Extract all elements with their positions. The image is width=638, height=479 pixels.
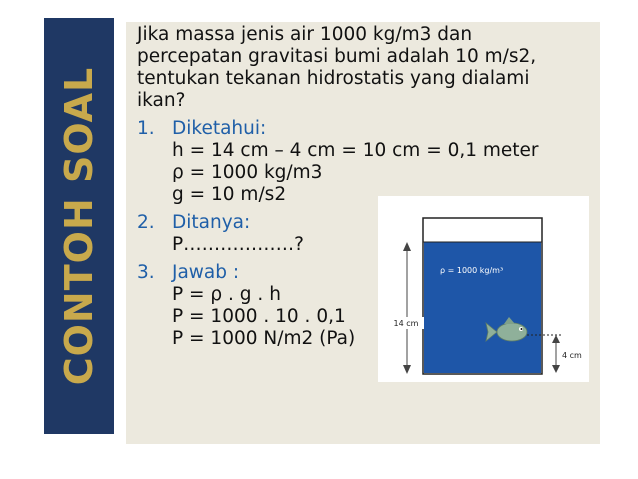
step-line: P = ρ . g . h [172, 284, 281, 305]
arrow-down-icon [552, 365, 560, 373]
height-label: 14 cm [393, 319, 419, 328]
density-label: ρ = 1000 kg/m³ [440, 266, 504, 275]
step-line: P = 1000 . 10 . 0,1 [172, 306, 346, 327]
question-line: ikan? [137, 90, 186, 111]
water-fill [424, 242, 541, 373]
step-title: Jawab : [172, 262, 240, 283]
question-line: tentukan tekanan hidrostatis yang dialami [137, 68, 530, 89]
step-title: Diketahui: [172, 118, 267, 139]
arrow-down-icon [403, 365, 411, 374]
step-line: P = 1000 N/m2 (Pa) [172, 328, 356, 349]
step-title: Ditanya: [172, 212, 251, 233]
question-line: Jika massa jenis air 1000 kg/m3 dan [137, 24, 473, 45]
step-number: 3. [137, 262, 155, 283]
tank-diagram [378, 196, 589, 382]
step-line: ρ = 1000 kg/m3 [172, 162, 323, 183]
section-title: CONTOH SOAL [57, 66, 101, 386]
step-known [137, 118, 597, 206]
arrow-up-icon [403, 242, 411, 251]
step-line: P………………? [172, 234, 304, 255]
step-number: 1. [137, 118, 155, 139]
step-line: g = 10 m/s2 [172, 184, 287, 205]
step-number: 2. [137, 212, 155, 233]
step-line: h = 14 cm – 4 cm = 10 cm = 0,1 meter [172, 140, 539, 161]
arrow-up-icon [552, 335, 560, 343]
question-text [137, 24, 597, 112]
water-tank-figure [378, 196, 589, 382]
question-line: percepatan gravitasi bumi adalah 10 m/s2, [137, 46, 537, 67]
depth-label: 4 cm [562, 351, 582, 360]
